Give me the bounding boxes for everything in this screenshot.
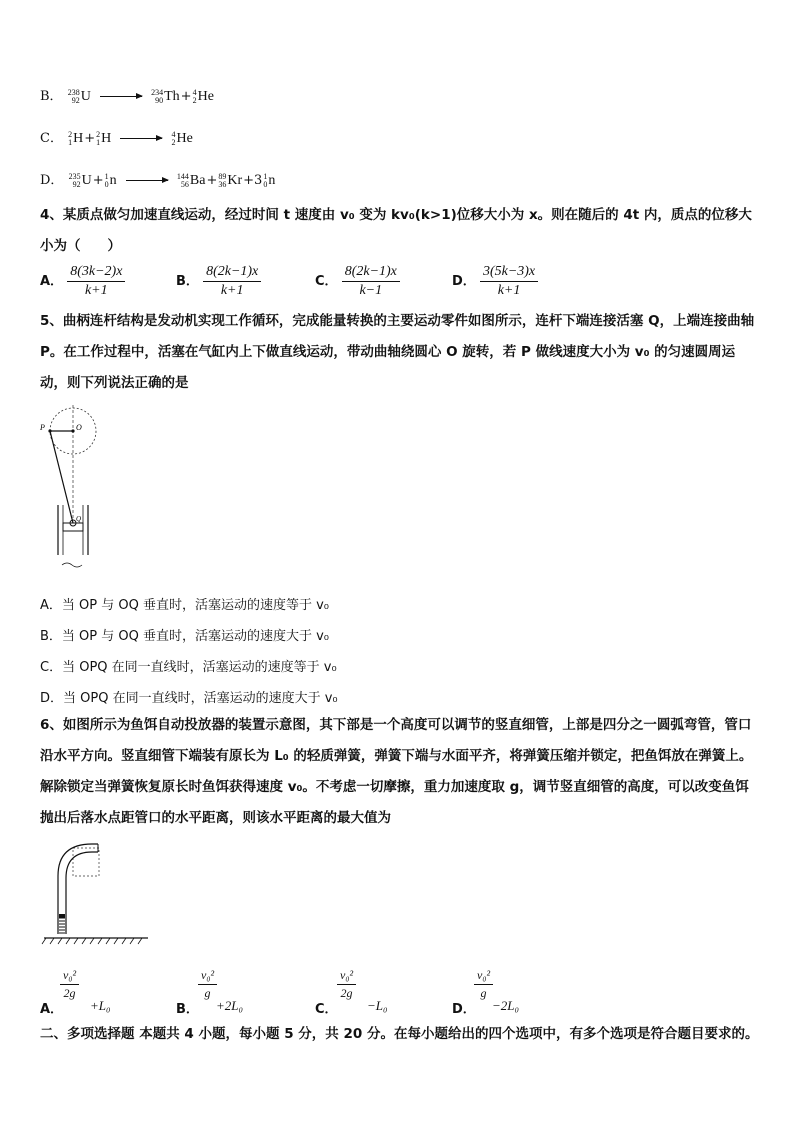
q4-option-a: A． $\frac{8(3k-2)x}{k+1}$ <box>40 264 125 299</box>
reaction-arrow-icon <box>100 96 142 97</box>
label-o: O <box>76 423 82 432</box>
option-label: B． <box>40 89 63 104</box>
q5-option-b: B．当 OP 与 OQ 垂直时，活塞运动的速度大于 v₀ <box>40 629 330 644</box>
q4-option-b: B． $\frac{8(2k-1)x}{k+1}$ <box>176 264 261 299</box>
question-5-text: 5、曲柄连杆结构是发动机实现工作循环，完成能量转换的主要运动零件如图所示，连杆下端连接活塞 Q，上端连接曲轴 P。在工作过程中，活塞在气缸内上下做直线运动，带动曲轴绕圆心 O 旋转，若 P 做线速度大小为 v₀ 的匀速圆周运动，则下列说法正确的是 <box>40 313 755 391</box>
reaction-arrow-icon <box>126 180 168 181</box>
q5-option-d: D．当 OPQ 在同一直线时，活塞运动的速度大于 v₀ <box>40 691 338 706</box>
fraction: $\frac{8(2k-1)x}{k-1}$ <box>342 264 400 299</box>
question-6-text: 6、如图所示为鱼饵自动投放器的装置示意图，其下部是一个高度可以调节的竖直细管，上部是四分之一圆弧弯管，管口沿水平方向。竖直细管下端装有原长为 L₀ 的轻质弹簧，弹簧下端与水面平齐，将弹簧压缩并锁定，把鱼饵放在弹簧上。解除锁定当弹簧恢复原长时鱼饵获得速度 v₀。不考虑一切摩擦，重力加速度取 g，调节竖直细管的高度，可以改变鱼饵抛出后落水点距管口的水平距离，则该水平距离的最大值为 <box>40 717 753 826</box>
reaction-arrow-icon <box>120 138 162 139</box>
q4-option-c: C． $\frac{8(2k-1)x}{k-1}$ <box>315 264 400 299</box>
crank-mechanism-figure <box>36 405 106 575</box>
q4-option-d: D． $\frac{3(5k-3)x}{k+1}$ <box>452 264 538 299</box>
option-d: D． 235 92 U+ 1 0 n 144 56 Ba+ 89 36 Kr+3 1 0 n <box>40 171 276 189</box>
bait-launcher-figure <box>40 838 155 948</box>
fraction: $\frac{8(2k-1)x}{k+1}$ <box>203 264 261 299</box>
label-p: P <box>40 423 45 432</box>
q5-option-a: A．当 OP 与 OQ 垂直时，活塞运动的速度等于 v₀ <box>40 598 329 613</box>
option-b: B． 238 92 U 234 90 Th+ 4 2 He <box>40 87 214 105</box>
fraction: $\frac{8(3k-2)x}{k+1}$ <box>67 264 125 299</box>
label-q: Q <box>76 515 82 523</box>
fraction: $\frac{3(5k-3)x}{k+1}$ <box>480 264 538 299</box>
question-4-text: 4、某质点做匀加速直线运动，经过时间 t 速度由 v₀ 变为 kv₀(k>1)位移大小为 x。则在随后的 4t 内，质点的位移大小为（ ） <box>40 207 752 254</box>
option-label: D． <box>40 173 64 188</box>
option-label: C． <box>40 131 63 146</box>
option-c: C． 2 1 H+ 2 1 H 4 2 He <box>40 129 193 147</box>
q5-option-c: C．当 OPQ 在同一直线时，活塞运动的速度等于 v₀ <box>40 660 337 675</box>
section-2-heading: 二、多项选择题 本题共 4 小题，每小题 5 分，共 20 分。在每小题给出的四个选项中，有多个选项是符合题目要求的。 <box>40 1026 759 1042</box>
